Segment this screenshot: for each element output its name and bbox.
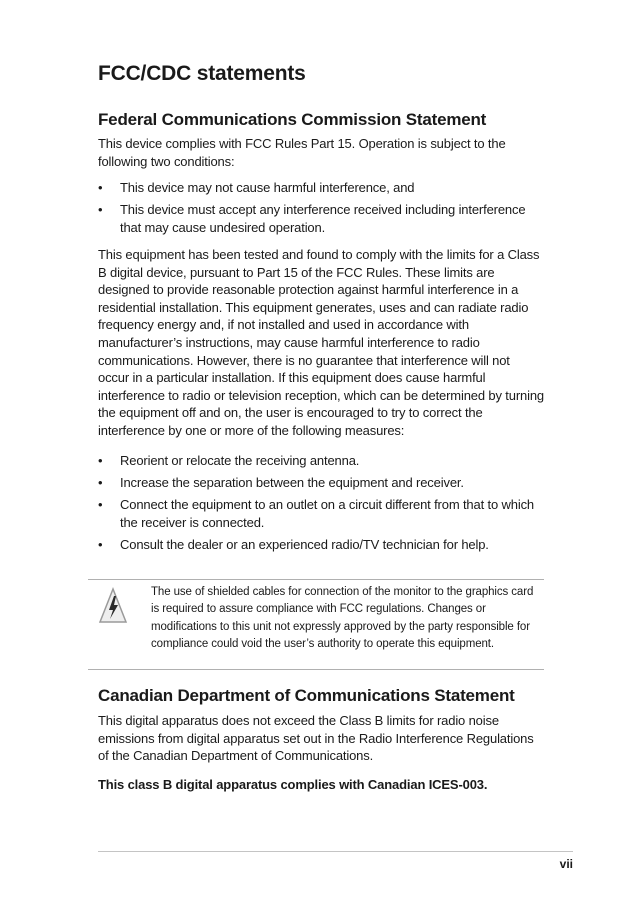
- footer-divider: [98, 851, 573, 852]
- note-text: The use of shielded cables for connection of the monitor to the graphics card is required to assure compliance with FCC regulations. Changes or modifications to this unit not expressly approved by the party responsible for compliance could void the user’s authority to operate this equipment.: [151, 586, 534, 650]
- fcc-heading: Federal Communications Commission Statement: [98, 110, 487, 129]
- page-title: FCC/CDC statements: [98, 62, 306, 85]
- fcc-intro: This device complies with FCC Rules Part 15. Operation is subject to the following two conditions:: [98, 136, 506, 169]
- list-item: • Connect the equipment to an outlet on a circuit different from that to which the receiver is connected.: [98, 496, 544, 531]
- page-number: vii: [559, 857, 573, 871]
- warning-lightning-icon: [98, 586, 128, 626]
- cdc-compliance-statement: This class B digital apparatus complies with Canadian ICES-003.: [98, 777, 488, 792]
- fcc-conditions-list: [98, 179, 544, 241]
- list-item: • Reorient or relocate the receiving antenna.: [98, 452, 544, 470]
- cdc-body: This digital apparatus does not exceed the Class B limits for radio noise emissions from digital apparatus set out in the Radio Interference Regulations of the Canadian Department of Communications.: [98, 713, 534, 764]
- note-box: [88, 579, 544, 670]
- list-item: • This device may not cause harmful interference, and: [98, 179, 544, 197]
- cdc-heading: Canadian Department of Communications Statement: [98, 686, 515, 705]
- fcc-measures-list: [98, 452, 544, 558]
- list-item: • Increase the separation between the equipment and receiver.: [98, 474, 544, 492]
- fcc-body: This equipment has been tested and found to comply with the limits for a Class B digital device, pursuant to Part 15 of the FCC Rules. These limits are designed to provide reasonable protection against harmful interference in a residential installation. This equipment generates, uses and can radiate radio frequency energy and, if not installed and used in accordance with manufacturer’s instructions, may cause harmful interference to radio communications. However, there is no guarantee that interference will not occur in a particular installation. If this equipment does cause harmful interference to radio or television reception, which can be determined by turning the equipment off and on, the user is encouraged to try to correct the interference by one or more of the following measures:: [98, 247, 544, 438]
- list-item: • This device must accept any interference received including interference that may cause undesired operation.: [98, 201, 544, 236]
- list-item: • Consult the dealer or an experienced radio/TV technician for help.: [98, 536, 544, 554]
